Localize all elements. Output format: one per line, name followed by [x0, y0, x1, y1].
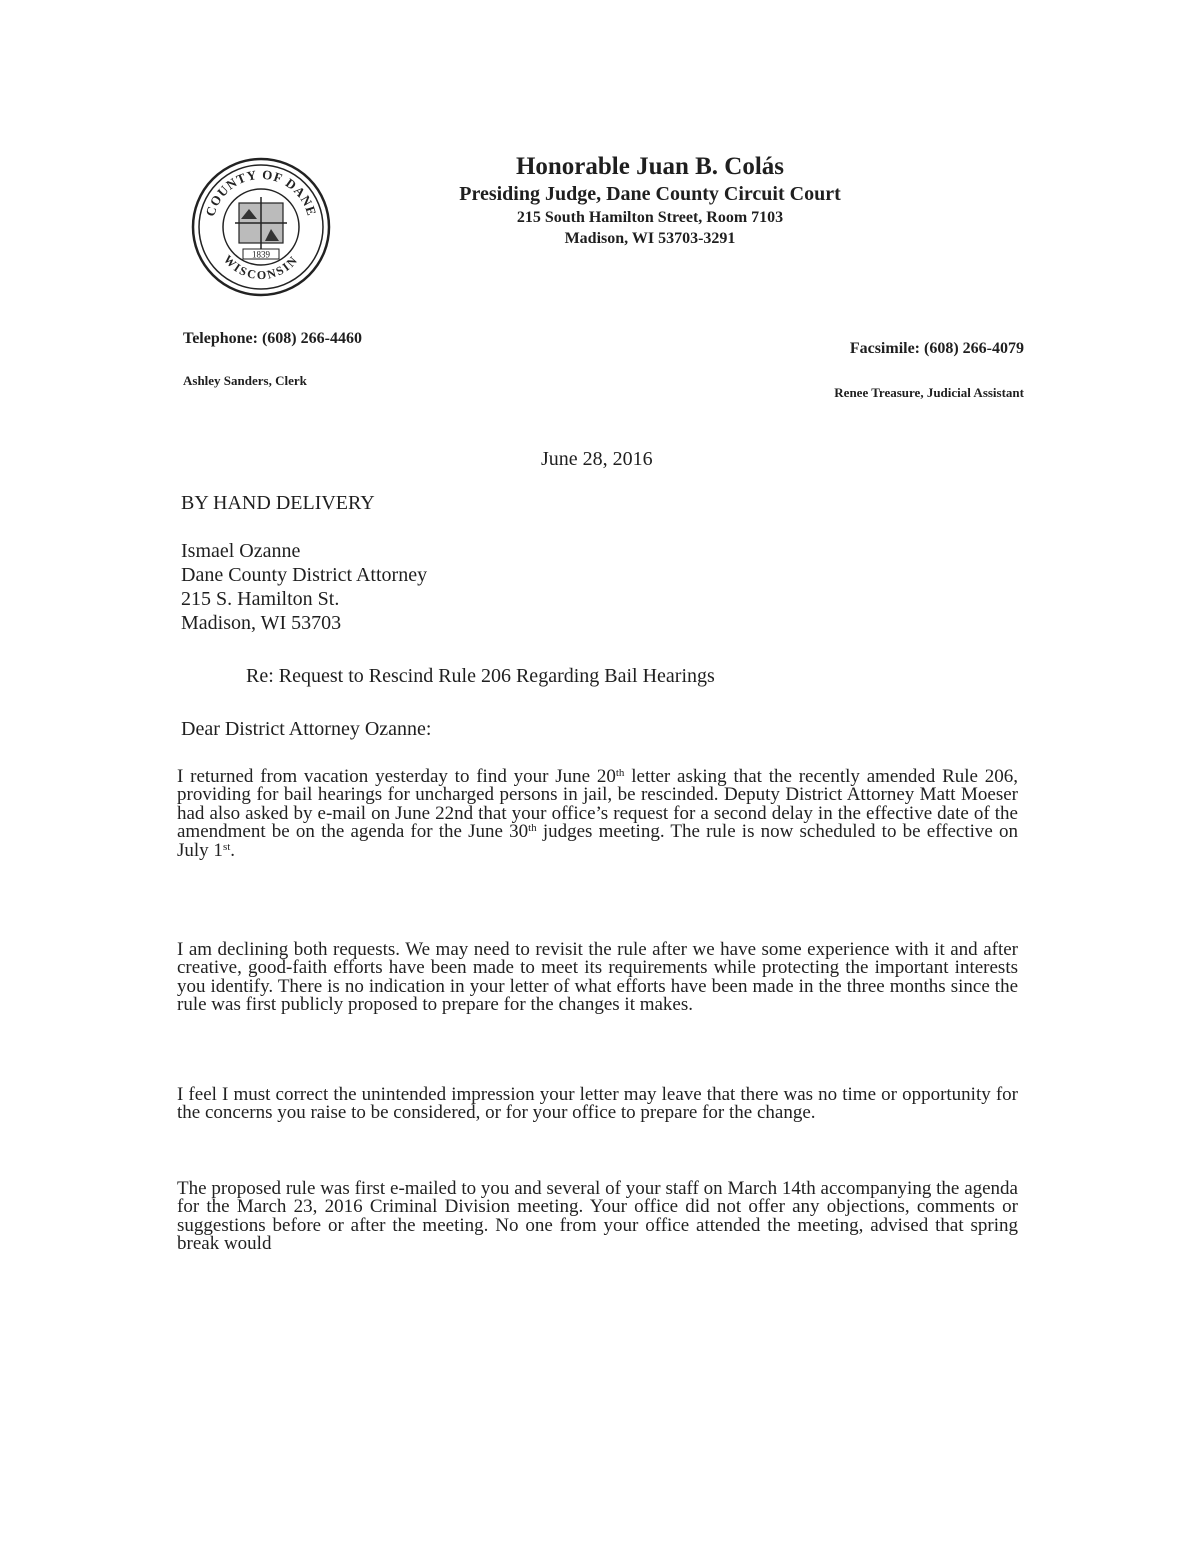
dane-county-seal — [191, 157, 331, 297]
p1-text-a: I returned from vacation yesterday to find your June 20 — [177, 766, 616, 787]
paragraph-1 — [177, 768, 1018, 860]
letter-date: June 28, 2016 — [541, 448, 653, 470]
recipient-title: Dane County District Attorney — [181, 564, 428, 586]
seal-top-text: COUNTY OF DANE — [202, 166, 320, 219]
recipient-street: 215 S. Hamilton St. — [181, 588, 340, 610]
judge-name: Honorable Juan B. Colás — [515, 153, 785, 180]
delivery-method: BY HAND DELIVERY — [181, 492, 375, 514]
recipient-name: Ismael Ozanne — [181, 540, 301, 562]
paragraph-2: I am declining both requests. We may need to revisit the rule after we have some experience with it and after creative, good-faith efforts have been made to meet its requirements while protecting the important interests you identify. There is no indication in your letter of what efforts have been made in the three months since the rule was first publicly proposed to prepare for the changes it makes. — [177, 939, 1018, 1016]
court-address-line1: 215 South Hamilton Street, Room 7103 — [516, 209, 784, 226]
p1-sup-3: st — [222, 840, 231, 853]
recipient-block — [181, 539, 427, 635]
facsimile: Facsimile: (608) 266-4079 — [849, 340, 1024, 357]
judicial-assistant: Renee Treasure, Judicial Assistant — [834, 385, 1024, 400]
p1-text-d: . — [230, 839, 236, 861]
p1-sup-2: th — [528, 822, 537, 835]
p1-text-b: letter asking that the recently amended Rule 206, providing for bail hearings for uncharged persons in jail, be rescinded. Deputy District Attorney Matt Moeser had also asked by e-mail on June 22nd that your office’s request for a second delay in the effective date of the amendment be on the agenda for the June 30 — [177, 766, 1018, 843]
recipient-city: Madison, WI 53703 — [181, 612, 342, 634]
seal-bottom-text: WISCONSIN — [220, 252, 302, 283]
telephone: Telephone: (608) 266-4460 — [183, 330, 362, 347]
letterhead — [380, 152, 920, 249]
p1-sup-1: th — [615, 767, 625, 779]
court-address-line2: Madison, WI 53703-3291 — [564, 230, 736, 247]
paragraph-4: The proposed rule was first e-mailed to you and several of your staff on March 14th accompanying the agenda for the March 23, 2016 Criminal Division meeting. Your office did not offer any objections, comments or suggestions before or after the meeting. No one from your office attended the meeting, advised that spring break would — [177, 1178, 1018, 1255]
clerk-name: Ashley Sanders, Clerk — [183, 373, 307, 388]
subject-line: Re: Request to Rescind Rule 206 Regarding Bail Hearings — [246, 665, 715, 687]
p1-text-c: judges meeting. The rule is now scheduled to be effective on July 1 — [177, 821, 1018, 861]
salutation: Dear District Attorney Ozanne: — [181, 718, 432, 740]
seal-year: 1839 — [252, 249, 270, 260]
judge-title: Presiding Judge, Dane County Circuit Court — [459, 183, 841, 205]
paragraph-3: I feel I must correct the unintended impression your letter may leave that there was no time or opportunity for the concerns you raise to be considered, or for your office to prepare for the change. — [177, 1084, 1018, 1124]
